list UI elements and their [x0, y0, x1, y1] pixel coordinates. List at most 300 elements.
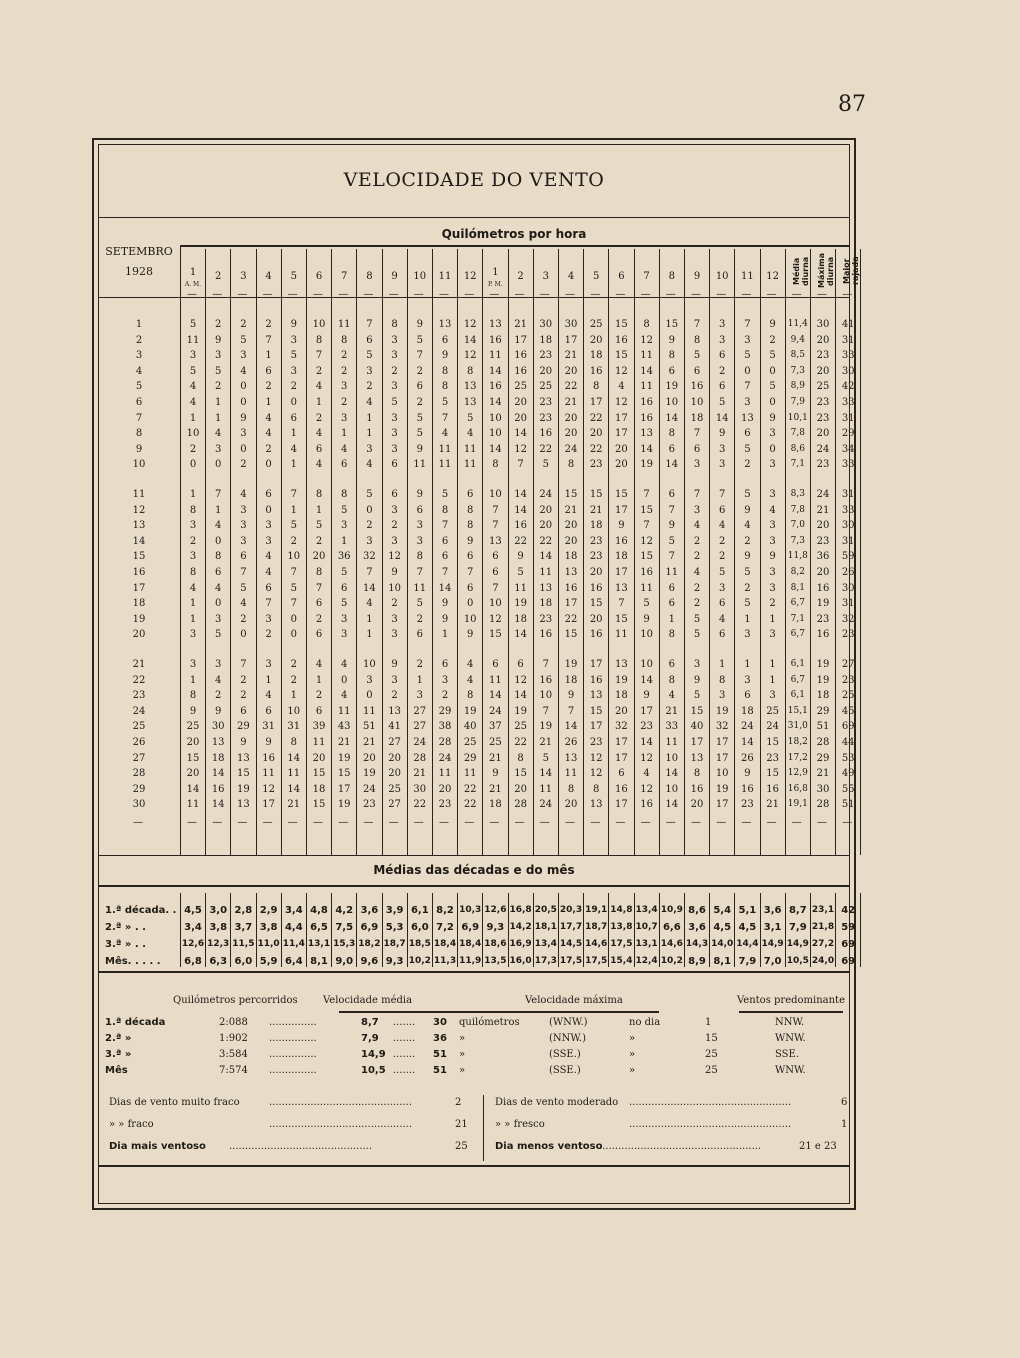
- header-rule: [181, 245, 849, 247]
- hourly-value: 13: [463, 381, 477, 393]
- hour-header: 2: [215, 271, 222, 282]
- hourly-value: 7: [643, 489, 650, 500]
- day-number: 7: [135, 412, 143, 424]
- hourly-value: 1: [265, 397, 272, 408]
- hourly-value: 8: [467, 520, 474, 532]
- summary-leader: .......: [393, 1049, 416, 1060]
- hourly-value: 6,1: [790, 690, 805, 701]
- hourly-value: 5: [744, 443, 751, 455]
- hourly-value: 14: [211, 768, 225, 780]
- header-dash: —: [313, 289, 323, 300]
- hourly-value: 2: [744, 535, 751, 547]
- hourly-value: 4: [769, 504, 776, 516]
- average-value: 24,0: [811, 956, 835, 966]
- hourly-value: 2: [769, 334, 776, 346]
- hourly-value: 14: [489, 690, 502, 702]
- average-value: 20,5: [534, 905, 557, 915]
- average-value: 9,0: [335, 956, 354, 967]
- hourly-value: 5: [189, 319, 197, 330]
- hourly-value: 8: [467, 504, 474, 516]
- hourly-value: 3: [391, 381, 398, 393]
- header-dash: —: [287, 289, 298, 300]
- hourly-value: 2: [744, 459, 751, 471]
- hourly-value: 15: [615, 350, 628, 362]
- hourly-value: 0: [240, 629, 247, 641]
- hourly-value: 5: [441, 489, 449, 500]
- average-value: 6,4: [284, 956, 303, 967]
- summary-header-max: Velocidade máxima: [525, 995, 623, 1006]
- average-value: 14,3: [685, 939, 709, 949]
- summary-leader: ...............: [269, 1033, 317, 1044]
- hourly-value: 4: [265, 567, 272, 578]
- average-divider: [533, 893, 534, 967]
- hourly-value: 4: [341, 659, 348, 670]
- hourly-value: 9: [467, 535, 474, 547]
- average-value: 18,1: [534, 922, 557, 932]
- hourly-value: 5: [215, 629, 222, 641]
- hourly-value: 6: [719, 629, 726, 641]
- average-divider: [230, 893, 231, 967]
- hourly-value: 14: [186, 783, 200, 795]
- hourly-value: 9: [441, 598, 449, 610]
- extra-header: Maior rajada: [842, 256, 861, 286]
- hourly-value: 24: [539, 489, 553, 500]
- hourly-value: 51: [841, 799, 855, 811]
- hourly-value: 16,8: [787, 783, 808, 794]
- hourly-value: 16: [589, 582, 603, 594]
- hourly-value: 12: [589, 752, 603, 764]
- average-value: 8,6: [688, 905, 706, 916]
- hourly-value: 5: [693, 350, 701, 362]
- hourly-value: 20: [564, 535, 578, 547]
- hourly-value: 11: [463, 443, 477, 455]
- hourly-value: 4: [265, 428, 272, 440]
- hourly-value: 16: [640, 567, 653, 578]
- hourly-value: 19: [463, 705, 477, 717]
- hourly-value: 30: [816, 319, 830, 330]
- hourly-value: 7: [290, 598, 297, 610]
- hourly-value: 12: [640, 334, 653, 346]
- hourly-value: 5: [467, 412, 474, 424]
- hourly-value: 7,3: [790, 535, 805, 546]
- hourly-value: 13: [237, 799, 250, 811]
- hourly-value: 4: [315, 428, 323, 440]
- average-value: 18,5: [408, 939, 431, 949]
- average-row-label: 1.ª década. .: [105, 905, 177, 916]
- hourly-value: 2: [441, 690, 449, 702]
- hourly-value: 6: [744, 428, 751, 440]
- hourly-value: 14: [564, 721, 578, 733]
- hourly-value: 3: [391, 350, 398, 362]
- hour-header: 9: [391, 271, 398, 282]
- hourly-value: 25: [463, 737, 477, 748]
- column-divider: [860, 249, 861, 855]
- average-value: 2,9: [259, 905, 278, 916]
- hourly-value: 55: [841, 783, 855, 795]
- hourly-value: 23: [766, 752, 779, 764]
- hourly-value: 8: [391, 319, 398, 330]
- average-row-label: Mês. . . . .: [105, 956, 161, 967]
- hourly-value: 20: [589, 334, 603, 346]
- hourly-value: 16: [539, 629, 553, 641]
- hourly-value: 3: [341, 412, 348, 424]
- footer-dash: —: [363, 817, 374, 828]
- hourly-value: 28: [438, 737, 452, 748]
- hourly-value: 32: [363, 551, 376, 563]
- hourly-value: 6: [215, 567, 222, 578]
- hourly-value: 23: [816, 535, 830, 547]
- hourly-value: 19: [715, 705, 729, 717]
- hourly-value: 4: [719, 613, 726, 625]
- hourly-value: 10: [287, 551, 301, 563]
- hourly-value: 10: [665, 783, 679, 795]
- hourly-value: 16: [816, 582, 830, 594]
- hourly-value: 11: [186, 799, 200, 811]
- footer-dash: —: [539, 817, 550, 828]
- hourly-value: 16: [589, 674, 603, 686]
- hourly-value: 10: [690, 397, 704, 408]
- hourly-value: 21: [287, 799, 301, 811]
- hour-header: 11: [438, 271, 452, 282]
- header-dash: —: [716, 289, 727, 300]
- hourly-value: 7: [240, 659, 247, 670]
- day-number: 15: [132, 551, 146, 563]
- header-dash: —: [565, 289, 575, 300]
- hourly-value: 4: [366, 397, 373, 408]
- hourly-value: 9: [441, 613, 449, 625]
- hourly-value: 4: [366, 598, 373, 610]
- hourly-value: 4: [643, 768, 650, 780]
- hourly-value: 9: [769, 319, 776, 330]
- hourly-value: 25: [841, 690, 855, 702]
- average-divider: [356, 893, 357, 967]
- hourly-value: 2: [290, 674, 297, 686]
- average-value: 16,9: [509, 939, 532, 949]
- hourly-value: 2: [366, 381, 373, 393]
- hourly-value: 14: [640, 365, 653, 377]
- hourly-value: 2: [341, 350, 348, 362]
- hourly-value: 21: [413, 768, 427, 780]
- hourly-value: 4: [341, 690, 348, 702]
- hourly-value: 2: [290, 535, 297, 547]
- hour-header: 7: [643, 271, 650, 282]
- hour-header: 12: [766, 271, 779, 282]
- hourly-value: 22: [564, 613, 578, 625]
- average-value: 3,4: [284, 905, 303, 916]
- hourly-value: 11: [539, 783, 553, 795]
- average-value: 27,2: [811, 939, 835, 949]
- average-value: 3,7: [234, 922, 253, 933]
- summary-row-label: 2.ª »: [105, 1033, 132, 1044]
- hourly-value: 3: [240, 504, 247, 516]
- hourly-value: 1: [366, 629, 373, 641]
- average-value: 14,9: [786, 939, 809, 949]
- hourly-value: 2: [240, 690, 247, 702]
- hourly-value: 42: [841, 381, 855, 393]
- hourly-value: 12: [463, 350, 477, 362]
- average-value: 20,3: [559, 905, 583, 915]
- hourly-value: 32: [841, 613, 855, 625]
- hourly-value: 5: [416, 428, 423, 440]
- header-dash: —: [489, 289, 500, 300]
- hourly-value: 0: [366, 690, 373, 702]
- pm-label: P. M.: [488, 281, 503, 288]
- hourly-value: 18: [539, 598, 553, 610]
- average-value: 16,0: [509, 956, 532, 966]
- average-value: 6,0: [234, 956, 253, 967]
- hourly-value: 11: [262, 768, 275, 780]
- hourly-value: 13: [589, 799, 603, 811]
- average-value: 18,6: [484, 939, 507, 949]
- hourly-value: 25: [186, 721, 200, 733]
- hourly-value: 2: [416, 365, 423, 377]
- hour-header: 2: [517, 271, 524, 282]
- hourly-value: 6: [315, 443, 323, 455]
- hourly-value: 6: [441, 551, 449, 563]
- hourly-value: 20: [816, 520, 830, 532]
- summary-top-rule: [99, 971, 849, 973]
- average-value: 4,5: [184, 905, 202, 916]
- hourly-value: 8: [693, 768, 701, 780]
- hourly-value: 4: [240, 598, 247, 610]
- average-value: 18,7: [383, 939, 406, 949]
- hourly-value: 21: [816, 504, 830, 516]
- hourly-value: 9: [517, 551, 524, 563]
- summary-pred: WNW.: [775, 1033, 806, 1044]
- hourly-value: 17: [715, 737, 729, 748]
- hourly-value: 1: [315, 674, 323, 686]
- hourly-value: 4: [189, 397, 197, 408]
- hourly-value: 20: [564, 365, 578, 377]
- hourly-value: 3: [391, 504, 398, 516]
- hourly-value: 2: [391, 690, 398, 702]
- hourly-value: 18: [211, 752, 225, 764]
- hourly-value: 18: [564, 674, 578, 686]
- hourly-value: 26: [841, 567, 855, 578]
- hourly-value: 8: [668, 674, 675, 686]
- hourly-value: 2: [265, 381, 272, 393]
- average-divider: [760, 893, 761, 967]
- hourly-value: 11: [287, 768, 301, 780]
- hourly-value: 13: [589, 690, 603, 702]
- hourly-value: 11: [438, 443, 452, 455]
- hourly-value: 40: [690, 721, 704, 733]
- hourly-value: 3: [693, 659, 701, 670]
- hourly-value: 8: [290, 737, 297, 748]
- summary-header-ventos: Ventos predominante: [737, 995, 845, 1006]
- average-value: 69: [841, 939, 856, 950]
- average-divider: [205, 893, 206, 967]
- average-value: 8,1: [713, 956, 732, 967]
- page-title: VELOCIDADE DO VENTO: [343, 169, 605, 191]
- hourly-value: 7: [542, 705, 549, 717]
- header-dash: —: [388, 289, 399, 300]
- hourly-value: 1: [769, 674, 776, 686]
- summary-unit: »: [459, 1065, 466, 1076]
- hourly-value: 8: [467, 690, 474, 702]
- average-value: 13,1: [307, 939, 331, 949]
- table-inner-frame: [98, 144, 861, 1204]
- day-number: 1: [135, 319, 143, 330]
- hourly-value: 14: [514, 629, 527, 641]
- hourly-value: 15: [640, 504, 653, 516]
- hourly-value: 3: [416, 690, 423, 702]
- hourly-value: 18: [589, 520, 603, 532]
- hourly-value: 4: [215, 582, 222, 594]
- hourly-value: 13: [564, 752, 578, 764]
- hourly-value: 7: [441, 520, 449, 532]
- hourly-value: 12: [640, 783, 653, 795]
- hourly-value: 9: [215, 705, 222, 717]
- hourly-value: 31: [262, 721, 275, 733]
- hourly-value: 17: [589, 721, 603, 733]
- hourly-value: 16: [640, 412, 653, 424]
- hourly-value: 0: [265, 459, 272, 471]
- hourly-value: 17: [615, 737, 628, 748]
- hourly-value: 15,1: [787, 705, 808, 716]
- hourly-value: 16: [690, 381, 704, 393]
- hourly-value: 4: [215, 520, 222, 532]
- hourly-value: 8: [719, 674, 726, 686]
- hourly-value: 28: [816, 799, 830, 811]
- hourly-value: 2: [189, 443, 197, 455]
- hourly-value: 16: [489, 381, 502, 393]
- day-number: 4: [135, 365, 143, 377]
- hourly-value: 5: [744, 350, 751, 362]
- summary-row-label: Mês: [105, 1065, 128, 1076]
- hourly-value: 5: [290, 520, 297, 532]
- hourly-value: 22: [539, 535, 553, 547]
- hour-header: 10: [715, 271, 729, 282]
- summary-unit: »: [459, 1049, 466, 1060]
- hourly-value: 21: [337, 737, 351, 748]
- hourly-value: 23: [741, 799, 754, 811]
- hourly-value: 15: [237, 768, 250, 780]
- hourly-value: 19: [237, 783, 250, 795]
- hourly-value: 3: [719, 582, 726, 594]
- days-leader: .............................................: [229, 1141, 373, 1152]
- days-left-label: Dia mais ventoso: [109, 1141, 206, 1152]
- footer-dash: —: [133, 817, 143, 828]
- hourly-value: 6: [441, 334, 449, 346]
- average-value: 9,3: [385, 956, 404, 967]
- average-value: 4,4: [284, 922, 303, 933]
- footer-dash: —: [313, 817, 323, 828]
- hourly-value: 20: [589, 613, 603, 625]
- hourly-value: 8: [189, 567, 197, 578]
- hourly-value: 1: [341, 535, 348, 547]
- header-dash: —: [842, 289, 853, 300]
- average-value: 3,6: [360, 905, 379, 916]
- average-value: 11,5: [232, 939, 255, 949]
- day-number: 24: [132, 705, 146, 717]
- hourly-value: 15: [615, 613, 628, 625]
- hourly-value: 13: [463, 397, 477, 408]
- hourly-value: 21: [489, 783, 502, 795]
- hourly-value: 18: [514, 613, 527, 625]
- hourly-value: 8: [315, 567, 323, 578]
- hourly-value: 6: [517, 659, 524, 670]
- average-value: 3,6: [688, 922, 706, 933]
- hourly-value: 10: [463, 613, 477, 625]
- hourly-value: 15: [489, 629, 502, 641]
- day-number: 3: [135, 350, 143, 362]
- hourly-value: 9: [189, 705, 197, 717]
- average-divider: [407, 893, 408, 967]
- hourly-value: 20: [186, 768, 200, 780]
- hourly-value: 30: [841, 520, 855, 532]
- hourly-value: 13: [640, 428, 653, 440]
- hourly-value: 9: [618, 520, 625, 532]
- hourly-value: 16: [615, 334, 628, 346]
- hourly-value: 17: [615, 412, 628, 424]
- hourly-value: 6: [719, 350, 726, 362]
- hourly-value: 29: [816, 705, 830, 717]
- hour-header: 3: [240, 271, 247, 282]
- hourly-value: 23: [589, 535, 603, 547]
- hourly-value: 23: [841, 674, 855, 686]
- hourly-value: 31: [841, 598, 855, 610]
- hourly-value: 5: [769, 350, 776, 362]
- hourly-value: 19: [615, 674, 628, 686]
- summary-unit: »: [459, 1033, 466, 1044]
- hourly-value: 13: [539, 582, 553, 594]
- hourly-value: 23: [816, 459, 830, 471]
- hourly-value: 3: [719, 319, 726, 330]
- average-value: 3,8: [259, 922, 278, 933]
- hourly-value: 8: [668, 350, 675, 362]
- hourly-value: 4: [341, 443, 348, 455]
- hourly-value: 19: [665, 381, 679, 393]
- hourly-value: 11: [463, 768, 477, 780]
- hourly-value: 15: [766, 737, 779, 748]
- average-divider: [180, 893, 181, 967]
- hourly-value: 3: [441, 674, 449, 686]
- hourly-value: 5: [341, 504, 348, 516]
- hourly-value: 14: [489, 365, 502, 377]
- hourly-value: 16: [262, 752, 275, 764]
- hourly-value: 1: [189, 489, 197, 500]
- hourly-value: 19: [816, 598, 830, 610]
- hourly-value: 31,0: [787, 721, 808, 732]
- hourly-value: 7,1: [790, 459, 805, 470]
- average-divider: [432, 893, 433, 967]
- hourly-value: 15: [312, 799, 326, 811]
- hourly-value: 7,1: [790, 613, 805, 624]
- hourly-value: 5: [744, 567, 751, 578]
- hourly-value: 18: [564, 551, 578, 563]
- average-value: 13,4: [635, 905, 658, 915]
- hourly-value: 2: [189, 535, 197, 547]
- hourly-value: 2: [416, 397, 423, 408]
- units-header: Quilómetros por hora: [441, 227, 587, 241]
- hourly-value: 12: [615, 397, 628, 408]
- hourly-value: 5: [542, 752, 549, 764]
- hourly-value: 19: [514, 705, 527, 717]
- hourly-value: 32: [615, 721, 628, 733]
- average-value: 5,9: [259, 956, 278, 967]
- average-value: 13,8: [610, 922, 633, 932]
- average-value: 6,5: [310, 922, 328, 933]
- hourly-value: 11: [665, 567, 679, 578]
- hourly-value: 9: [744, 504, 751, 516]
- hourly-value: 10: [539, 690, 553, 702]
- hourly-value: 11: [615, 629, 628, 641]
- hourly-value: 14: [539, 551, 553, 563]
- hourly-value: 6: [240, 705, 247, 717]
- average-value: 69: [841, 956, 856, 967]
- header-dash: —: [212, 289, 223, 300]
